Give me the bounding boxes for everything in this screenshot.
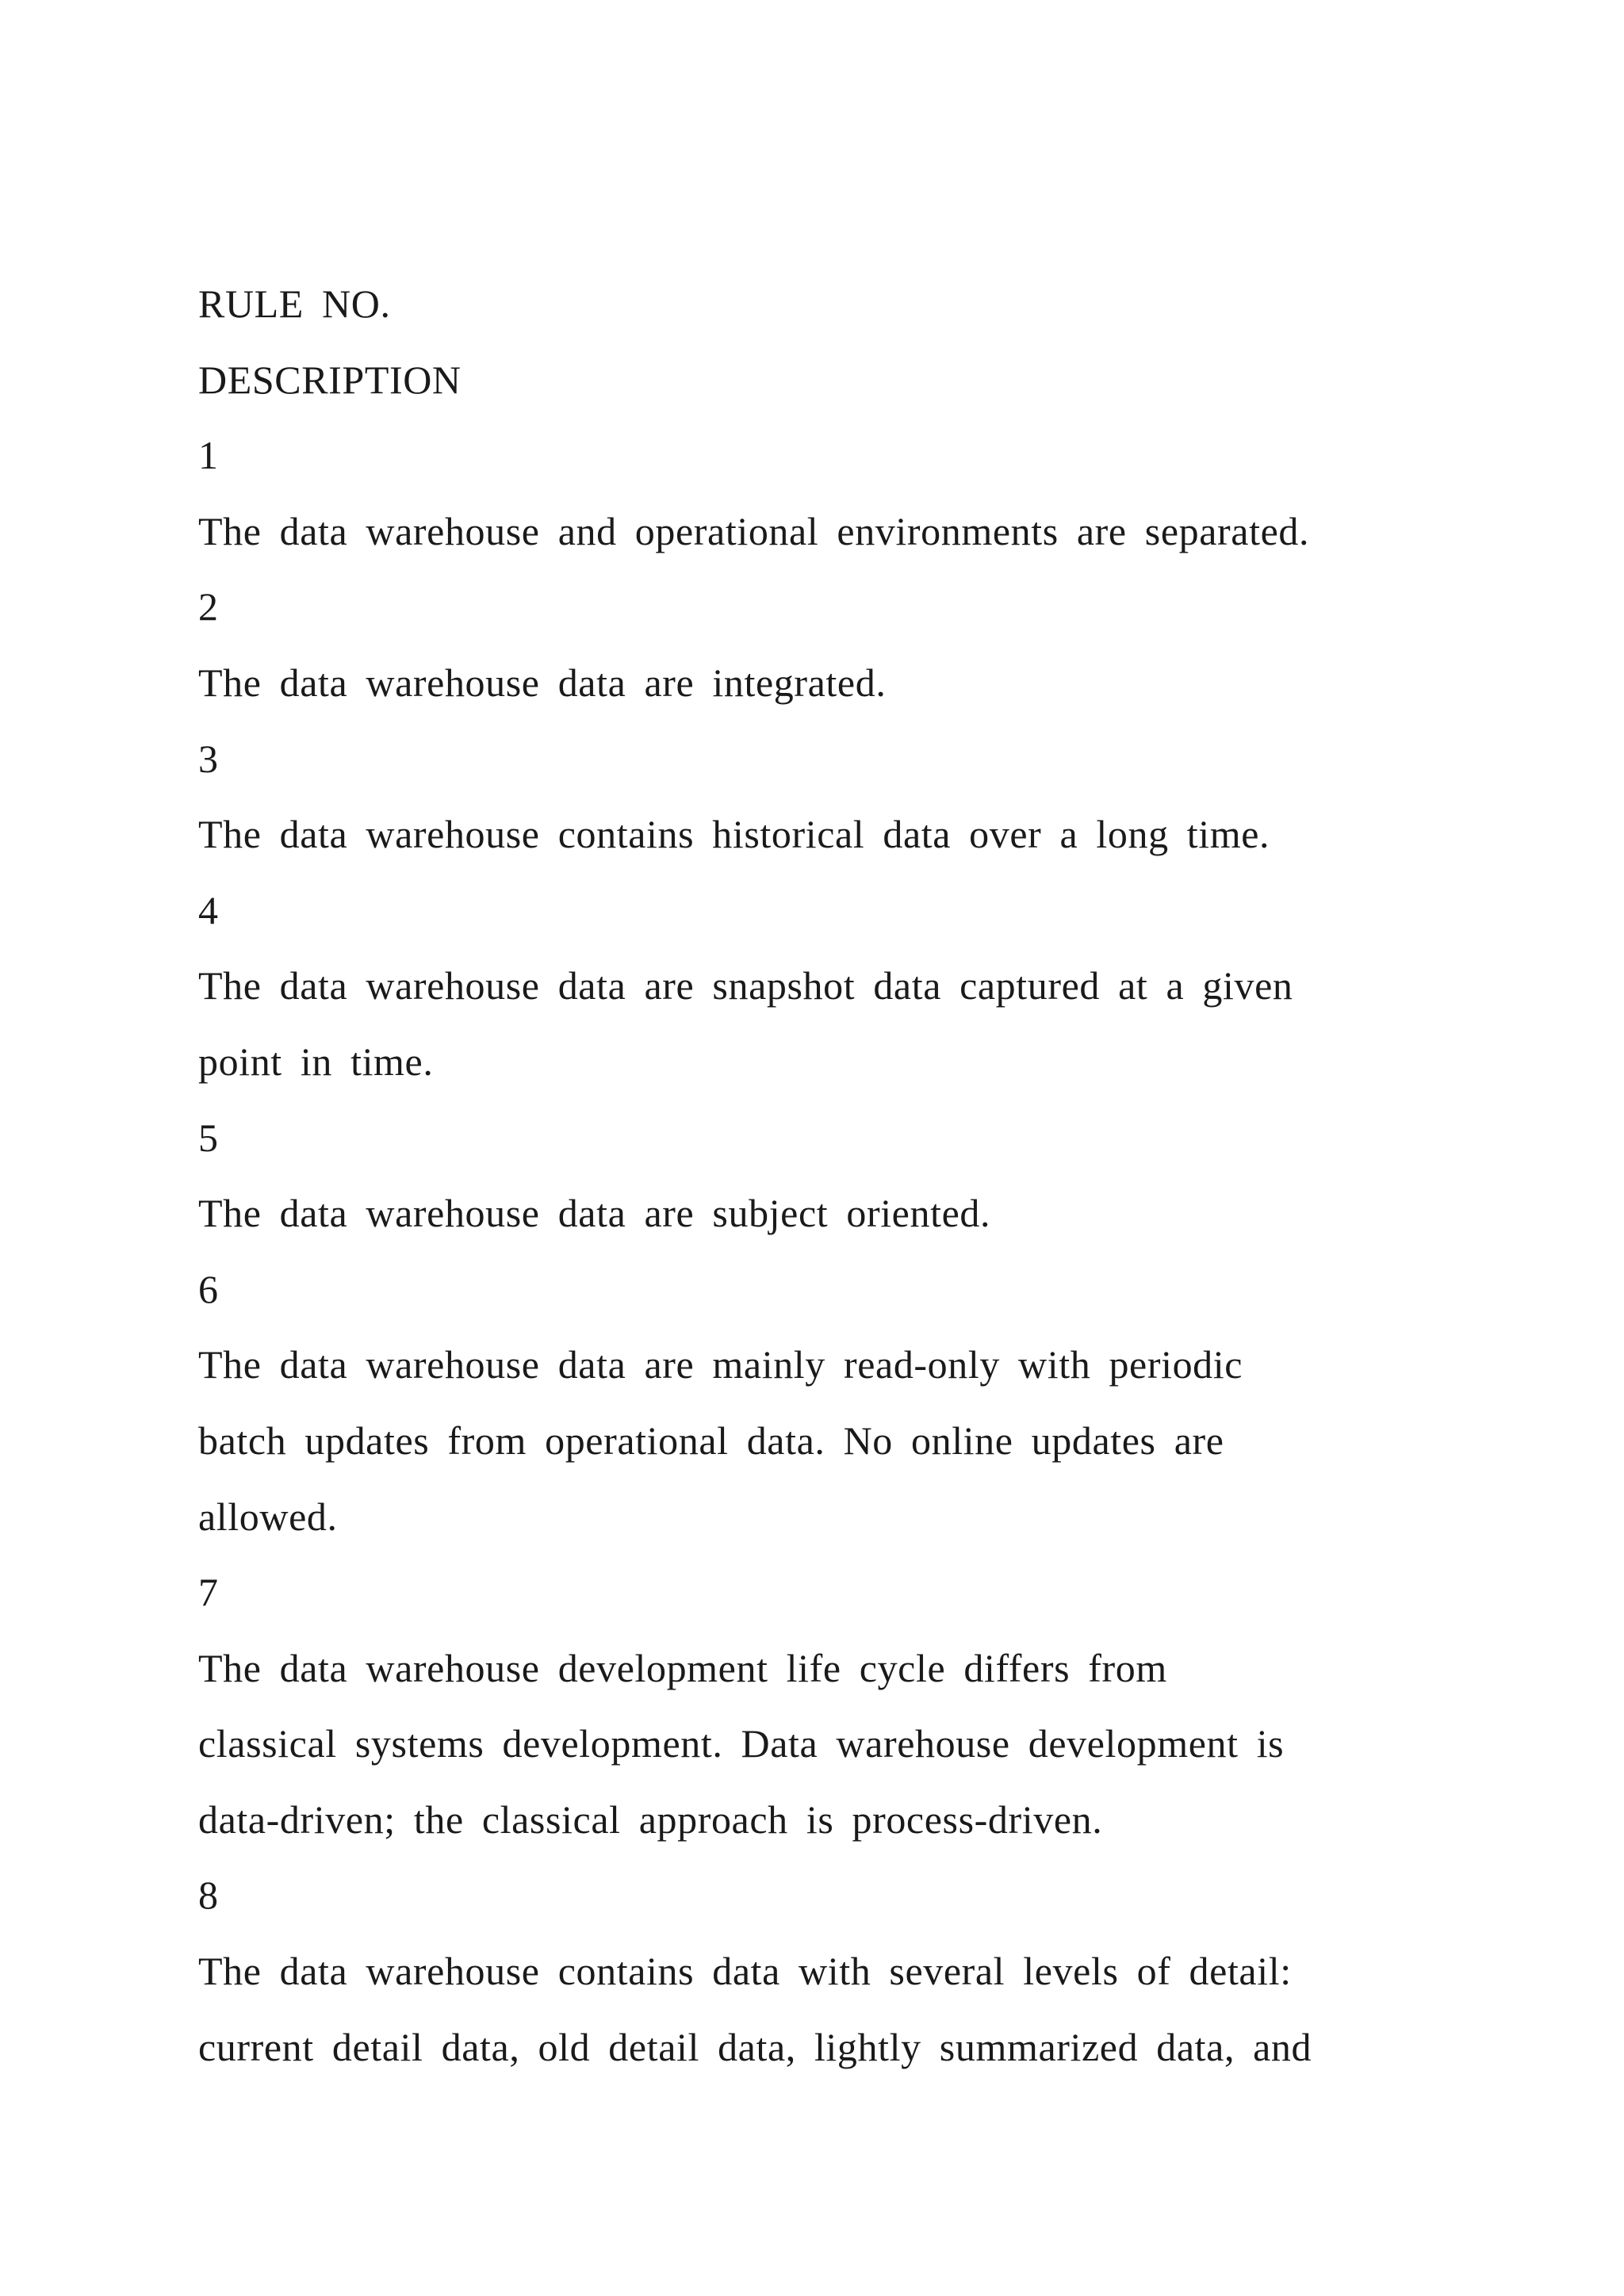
rule-number: 5 bbox=[198, 1115, 219, 1160]
rule-entry-5 bbox=[198, 1100, 1451, 1252]
rule-description-line: allowed. bbox=[198, 1494, 338, 1539]
rule-no-header: RULE NO. bbox=[198, 281, 391, 326]
rule-number: 3 bbox=[198, 736, 219, 781]
rule-number: 7 bbox=[198, 1570, 219, 1615]
rule-description-line: The data warehouse data are mainly read-only with periodic bbox=[198, 1342, 1243, 1387]
rule-entry-6 bbox=[198, 1252, 1451, 1555]
table-header bbox=[198, 266, 1451, 418]
rule-description-line: The data warehouse data are integrated. bbox=[198, 660, 887, 705]
rule-entry-2 bbox=[198, 569, 1451, 721]
rule-description-line: The data warehouse contains data with several levels of detail: bbox=[198, 1949, 1292, 1994]
rule-description-line: The data warehouse and operational environments are separated. bbox=[198, 508, 1310, 553]
rule-description-line: current detail data, old detail data, lightly summarized data, and bbox=[198, 2024, 1312, 2069]
rule-description-line: data-driven; the classical approach is process-driven. bbox=[198, 1797, 1103, 1842]
rule-entry-7 bbox=[198, 1555, 1451, 1858]
rule-description-line: classical systems development. Data warehouse development is bbox=[198, 1721, 1285, 1766]
rule-number: 1 bbox=[198, 433, 219, 478]
rule-entry-8 bbox=[198, 1858, 1451, 2085]
document-page bbox=[198, 266, 1451, 2085]
rule-description-line: The data warehouse data are subject oriented. bbox=[198, 1191, 991, 1236]
rule-description-line: The data warehouse development life cycle differs from bbox=[198, 1645, 1167, 1690]
rule-entry-4 bbox=[198, 873, 1451, 1100]
rule-description-line: point in time. bbox=[198, 1039, 434, 1084]
rule-entry-1 bbox=[198, 418, 1451, 569]
rule-description-line: The data warehouse data are snapshot data captured at a given bbox=[198, 963, 1293, 1008]
rule-number: 6 bbox=[198, 1266, 219, 1311]
rule-description-line: batch updates from operational data. No online updates are bbox=[198, 1418, 1224, 1463]
rule-number: 8 bbox=[198, 1873, 219, 1918]
rule-number: 2 bbox=[198, 584, 219, 629]
rule-entry-3 bbox=[198, 721, 1451, 873]
rule-number: 4 bbox=[198, 887, 219, 932]
description-header: DESCRIPTION bbox=[198, 357, 462, 402]
rule-description-line: The data warehouse contains historical data over a long time. bbox=[198, 812, 1270, 857]
